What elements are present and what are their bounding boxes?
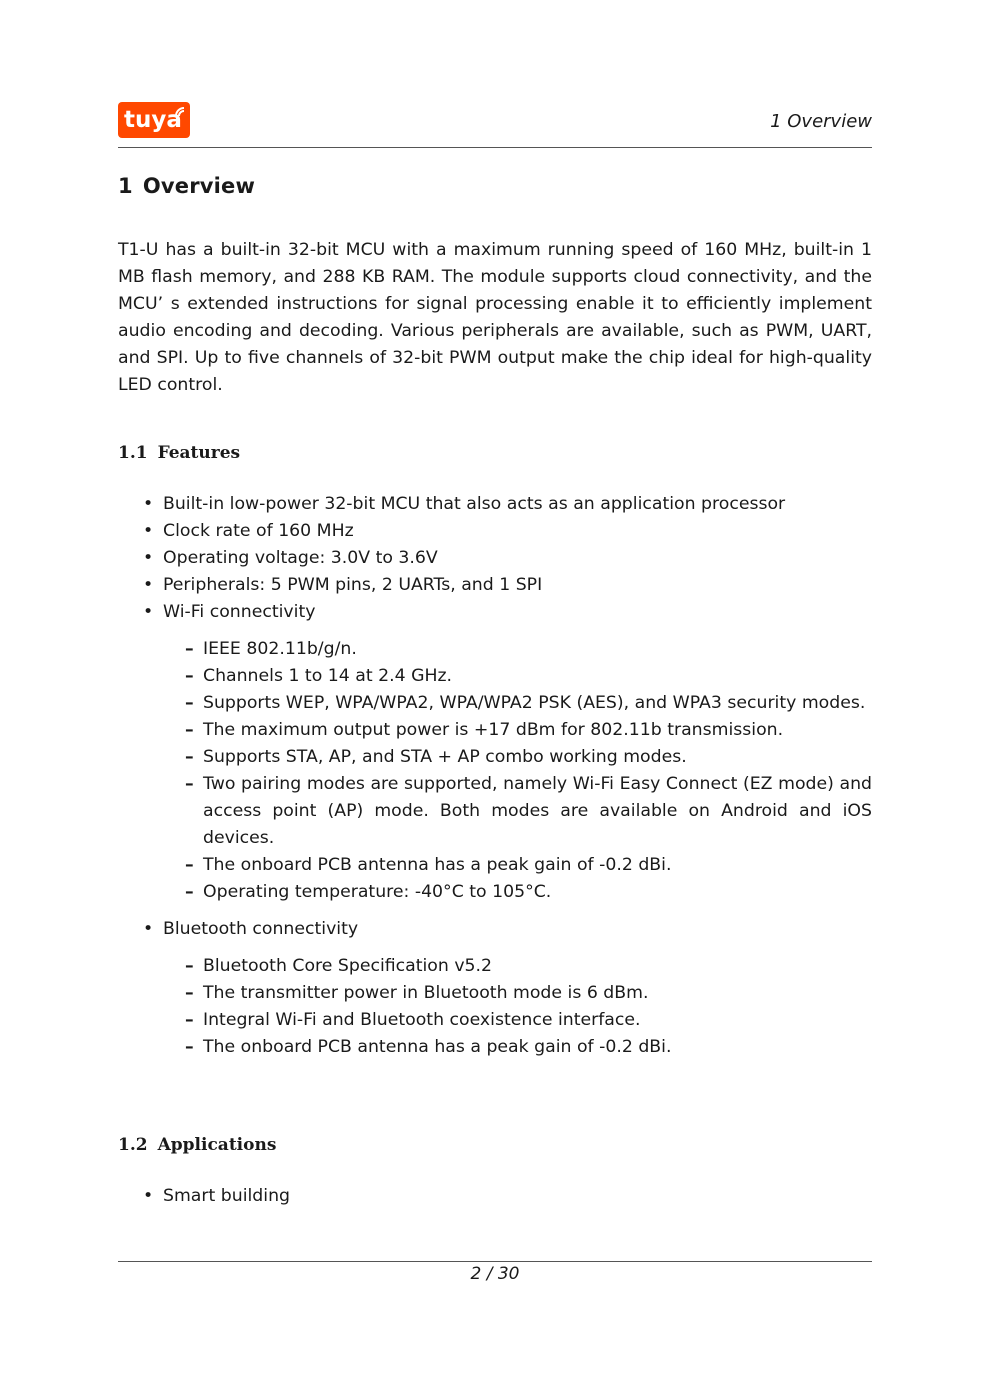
list-item: • Built-in low-power 32-bit MCU that also acts as an application processor (118, 491, 872, 518)
list-item-label: Bluetooth connectivity (163, 919, 359, 939)
sublist-item: – The onboard PCB antenna has a peak gain of -0.2 dBi. (163, 852, 872, 879)
sublist-item: – Integral Wi-Fi and Bluetooth coexistence interface. (163, 1007, 872, 1034)
wifi-sublist (163, 636, 872, 906)
page-header (118, 100, 872, 148)
features-list (118, 491, 872, 1071)
sublist-item: – Operating temperature: -40°C to 105°C. (163, 879, 872, 906)
list-item: • Peripherals: 5 PWM pins, 2 UARTs, and 1 SPI (118, 572, 872, 599)
bluetooth-sublist (163, 953, 872, 1061)
overview-paragraph: T1-U has a built-in 32-bit MCU with a maximum running speed of 160 MHz, built-in 1 MB flash memory, and 288 KB RAM. The module supports cloud connectivity, and the MCU’ s extended instructions for signal processing enable it to efficiently implement audio encoding and decoding. Various peripherals are available, such as PWM, UART, and SPI. Up to five channels of 32-bit PWM output make the chip ideal for high-quality LED control. (118, 240, 872, 395)
tuya-logo (118, 102, 190, 138)
sublist-item: – Two pairing modes are supported, namely Wi-Fi Easy Connect (EZ mode) and access point (AP) mode. Both modes are available on Android and iOS devices. (163, 771, 872, 852)
list-item-bluetooth (118, 916, 872, 1061)
applications-list (118, 1183, 872, 1210)
sublist-item: – Supports STA, AP, and STA + AP combo working modes. (163, 744, 872, 771)
applications-heading (118, 1135, 276, 1155)
section-title: Overview (142, 174, 256, 198)
running-head: 1 Overview (770, 111, 872, 132)
wifi-signal-icon (173, 105, 187, 119)
sublist-item: – IEEE 802.11b/g/n. (163, 636, 872, 663)
logo-text: tuya (124, 107, 182, 133)
subsection-number: 1.2 (118, 1135, 148, 1155)
sublist-item: – The transmitter power in Bluetooth mode is 6 dBm. (163, 980, 872, 1007)
list-item: • Smart building (118, 1183, 872, 1210)
subsection-number: 1.1 (118, 443, 148, 463)
list-item: • Clock rate of 160 MHz (118, 518, 872, 545)
subsection-title: Features (157, 443, 241, 463)
sublist-item: – The maximum output power is +17 dBm for 802.11b transmission. (163, 717, 872, 744)
list-item: • Operating voltage: 3.0V to 3.6V (118, 545, 872, 572)
list-item-wifi (118, 599, 872, 906)
section-number: 1 (118, 174, 133, 198)
features-heading (118, 443, 240, 463)
footer-rule (118, 1261, 872, 1262)
page-number: 2 / 30 (470, 1264, 520, 1284)
sublist-item: – The onboard PCB antenna has a peak gain of -0.2 dBi. (163, 1034, 872, 1061)
list-item-label: Wi-Fi connectivity (163, 602, 316, 622)
sublist-item: – Bluetooth Core Specification v5.2 (163, 953, 872, 980)
section-heading (118, 174, 255, 198)
subsection-title: Applications (157, 1135, 277, 1155)
sublist-item: – Channels 1 to 14 at 2.4 GHz. (163, 663, 872, 690)
sublist-item: – Supports WEP, WPA/WPA2, WPA/WPA2 PSK (AES), and WPA3 security modes. (163, 690, 872, 717)
